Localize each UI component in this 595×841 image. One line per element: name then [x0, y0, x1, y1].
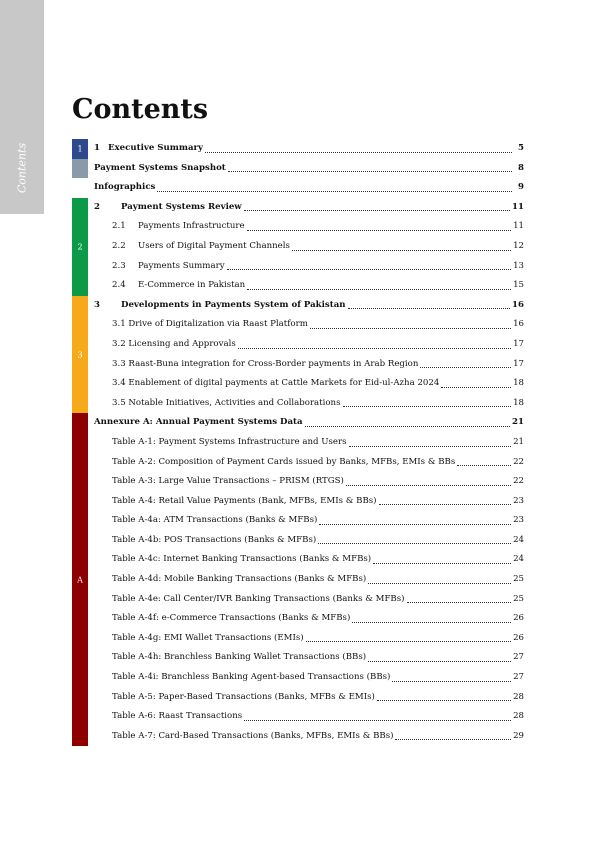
toc-entry-title: Table A-4g: EMI Wallet Transactions (EMIs)	[112, 632, 304, 643]
toc-entry-title: Users of Digital Payment Channels	[138, 240, 290, 251]
toc-entry-raast-digitalization[interactable]	[94, 315, 524, 335]
leader-dots	[227, 269, 512, 270]
leader-dots	[310, 328, 511, 329]
leader-dots	[228, 171, 512, 172]
toc-entry-number: 2.2	[112, 240, 126, 251]
toc-entry-number: 2.3	[112, 260, 126, 271]
toc-entry-number: 2.1	[112, 221, 126, 232]
leader-dots	[244, 720, 511, 721]
toc-entry-title: Annexure A: Annual Payment Systems Data	[94, 417, 303, 428]
toc-entry-page: 24	[513, 554, 524, 565]
toc-entry-annexure-a[interactable]	[94, 413, 524, 433]
toc-entry-page: 25	[513, 593, 524, 604]
toc-entry-title: Table A-5: Paper-Based Transactions (Banks, MFBs & EMIs)	[112, 691, 375, 702]
leader-dots	[373, 563, 511, 564]
leader-dots	[244, 210, 510, 211]
toc-entry-page: 18	[513, 378, 524, 389]
toc-entry-page: 17	[513, 338, 524, 349]
toc-entry-page: 28	[513, 711, 524, 722]
toc-entry-page: 21	[512, 417, 524, 428]
toc-entry-raast-buna[interactable]	[94, 355, 524, 375]
toc-entry-title: 3.5 Notable Initiatives, Activities and Collaborations	[112, 397, 341, 408]
toc-entry-page: 15	[513, 280, 524, 291]
toc-entry-annex-table[interactable]	[94, 472, 524, 492]
toc-entry-title: 3.4 Enablement of digital payments at Cattle Markets for Eid-ul-Azha 2024	[112, 378, 440, 389]
toc-entry-number: 2	[94, 201, 100, 212]
toc-entry-page: 11	[512, 201, 524, 212]
toc-entry-title: Payments Summary	[138, 260, 225, 271]
toc-entry-annex-table[interactable]	[94, 609, 524, 629]
leader-dots	[305, 426, 510, 427]
toc-group-annexure	[72, 413, 524, 746]
toc-group-review	[72, 198, 524, 296]
toc-entry-page: 22	[513, 476, 524, 487]
toc-entry-page: 23	[513, 495, 524, 506]
toc-entry-page: 11	[513, 221, 524, 232]
toc-entry-title: Table A-3: Large Value Transactions – PRISM (RTGS)	[112, 476, 344, 487]
toc-entry-page: 21	[513, 436, 524, 447]
toc-entry-page: 12	[513, 240, 524, 251]
toc-entry-title: Table A-4c: Internet Banking Transactions (Banks & MFBs)	[112, 554, 372, 565]
toc-entry-title: Table A-4e: Call Center/IVR Banking Transactions (Banks & MFBs)	[112, 593, 405, 604]
toc-entry-page: 18	[513, 397, 524, 408]
toc-entry-page: 29	[513, 730, 524, 741]
toc-entry-title: Table A-4b: POS Transactions (Banks & MFBs)	[112, 534, 317, 545]
toc-entry-annex-table[interactable]	[94, 707, 524, 727]
leader-dots	[368, 583, 511, 584]
leader-dots	[349, 446, 512, 447]
toc-entry-page: 26	[513, 632, 524, 643]
toc-entry-annex-table[interactable]	[94, 570, 524, 590]
toc-entry-title: 3.2 Licensing and Approvals	[112, 338, 236, 349]
toc-group-infographics	[72, 178, 524, 198]
toc-entry-page: 27	[513, 672, 524, 683]
toc-entry-number: 2.4	[112, 280, 126, 291]
toc-entry-page: 23	[513, 515, 524, 526]
leader-dots	[319, 524, 511, 525]
toc-entry-payment-systems-review[interactable]	[94, 198, 524, 218]
leader-dots	[377, 700, 511, 701]
toc-entry-page: 24	[513, 534, 524, 545]
toc-entry-title: 3.1 Drive of Digitalization via Raast Platform	[112, 319, 308, 330]
toc-entry-page: 16	[512, 299, 524, 310]
toc-entry-annex-table[interactable]	[94, 668, 524, 688]
leader-dots	[395, 739, 511, 740]
toc-entry-e-commerce[interactable]	[94, 276, 524, 296]
toc-entry-number: 3	[94, 299, 100, 310]
toc-entry-title: Developments in Payments System of Pakistan	[121, 299, 346, 310]
toc-entry-title: Table A-1: Payment Systems Infrastructure and Users	[112, 436, 347, 447]
leader-dots	[343, 406, 512, 407]
side-tab	[0, 0, 44, 214]
toc-entry-page: 25	[513, 574, 524, 585]
leader-dots	[368, 661, 511, 662]
toc-group-executive	[72, 139, 524, 159]
leader-dots	[457, 465, 511, 466]
toc-entry-title: Table A-7: Card-Based Transactions (Banks, MFBs, EMIs & BBs)	[112, 730, 394, 741]
side-tab-label: Contents	[15, 142, 29, 194]
group-marker-review	[72, 198, 88, 296]
group-marker-annexure	[72, 413, 88, 746]
toc-entry-title: Table A-6: Raast Transactions	[112, 711, 243, 722]
toc-entry-title: Table A-4a: ATM Transactions (Banks & MFBs)	[112, 515, 318, 526]
toc-entry-page: 27	[513, 652, 524, 663]
leader-dots	[420, 367, 511, 368]
group-marker-label: 3	[77, 350, 83, 360]
toc-entry-page: 13	[513, 260, 524, 271]
leader-dots	[379, 504, 512, 505]
toc-entry-title: 3.3 Raast-Buna integration for Cross-Border payments in Arab Region	[112, 358, 419, 369]
leader-dots	[157, 191, 512, 192]
toc-entry-payments-infrastructure[interactable]	[94, 217, 524, 237]
group-marker-label: 2	[77, 242, 83, 252]
leader-dots	[348, 308, 511, 309]
toc-entry-annex-table[interactable]	[94, 550, 524, 570]
toc-entry-title: Table A-2: Composition of Payment Cards issued by Banks, MFBs, EMIs & BBs	[112, 456, 456, 467]
toc-entry-annex-table[interactable]	[94, 727, 524, 747]
leader-dots	[346, 485, 511, 486]
leader-dots	[318, 543, 511, 544]
toc-entry-annex-table[interactable]	[94, 492, 524, 512]
toc-entry-title: Payments Infrastructure	[138, 221, 245, 232]
toc-entry-title: Infographics	[94, 182, 156, 193]
toc-entry-page: 9	[518, 182, 524, 193]
toc-entry-title: Table A-4i: Branchless Banking Agent-based Transactions (BBs)	[112, 672, 391, 683]
page-title: Contents	[72, 94, 209, 125]
toc-entry-annex-table[interactable]	[94, 453, 524, 473]
toc-entry-page: 5	[518, 143, 524, 153]
toc-entry-title: Executive Summary	[108, 143, 204, 153]
leader-dots	[238, 348, 511, 349]
toc-entry-page: 8	[518, 162, 524, 173]
toc-entry-annex-table[interactable]	[94, 648, 524, 668]
toc-entry-title: Table A-4f: e-Commerce Transactions (Banks & MFBs)	[112, 613, 351, 624]
toc-entry-page: 17	[513, 358, 524, 369]
toc-entry-annex-table[interactable]	[94, 531, 524, 551]
toc-entry-licensing[interactable]	[94, 335, 524, 355]
toc-entry-page: 16	[513, 319, 524, 330]
leader-dots	[392, 681, 511, 682]
group-marker-label: 1	[77, 144, 83, 154]
toc-entry-annex-table[interactable]	[94, 688, 524, 708]
toc-entry-developments[interactable]	[94, 296, 524, 316]
toc-group-snapshot	[72, 159, 524, 179]
group-marker-executive	[72, 139, 88, 159]
toc-entry-title: E-Commerce in Pakistan	[138, 280, 246, 291]
leader-dots	[292, 250, 511, 251]
toc-entry-page: 28	[513, 691, 524, 702]
table-of-contents	[72, 139, 524, 746]
toc-entry-title: Payment Systems Review	[121, 201, 242, 212]
toc-entry-notable-initiatives[interactable]	[94, 394, 524, 414]
toc-entry-infographics[interactable]	[94, 178, 524, 198]
toc-entry-page: 22	[513, 456, 524, 467]
toc-entry-annex-table[interactable]	[94, 590, 524, 610]
group-marker-developments	[72, 296, 88, 414]
group-marker-snapshot	[72, 159, 88, 179]
toc-entry-number: 1	[94, 143, 100, 153]
leader-dots	[352, 622, 511, 623]
leader-dots	[205, 152, 512, 153]
group-marker-label: A	[77, 575, 83, 585]
leader-dots	[247, 230, 511, 231]
toc-entry-executive-summary[interactable]	[94, 139, 524, 159]
toc-entry-annex-table[interactable]	[94, 433, 524, 453]
toc-entry-annex-table[interactable]	[94, 511, 524, 531]
toc-entry-payment-systems-snapshot[interactable]	[94, 159, 524, 179]
toc-entry-title: Payment Systems Snapshot	[94, 162, 226, 173]
toc-entry-title: Table A-4h: Branchless Banking Wallet Transactions (BBs)	[112, 652, 367, 663]
leader-dots	[441, 387, 511, 388]
toc-entry-cattle-markets[interactable]	[94, 374, 524, 394]
toc-entry-payments-summary[interactable]	[94, 257, 524, 277]
toc-entry-annex-table[interactable]	[94, 629, 524, 649]
leader-dots	[247, 289, 511, 290]
toc-group-developments	[72, 296, 524, 414]
toc-entry-title: Table A-4d: Mobile Banking Transactions (Banks & MFBs)	[112, 574, 367, 585]
leader-dots	[407, 602, 512, 603]
toc-entry-title: Table A-4: Retail Value Payments (Bank, MFBs, EMIs & BBs)	[112, 495, 377, 506]
toc-entry-users-digital-channels[interactable]	[94, 237, 524, 257]
toc-entry-page: 26	[513, 613, 524, 624]
annexure-table-list	[94, 433, 524, 747]
leader-dots	[306, 641, 511, 642]
